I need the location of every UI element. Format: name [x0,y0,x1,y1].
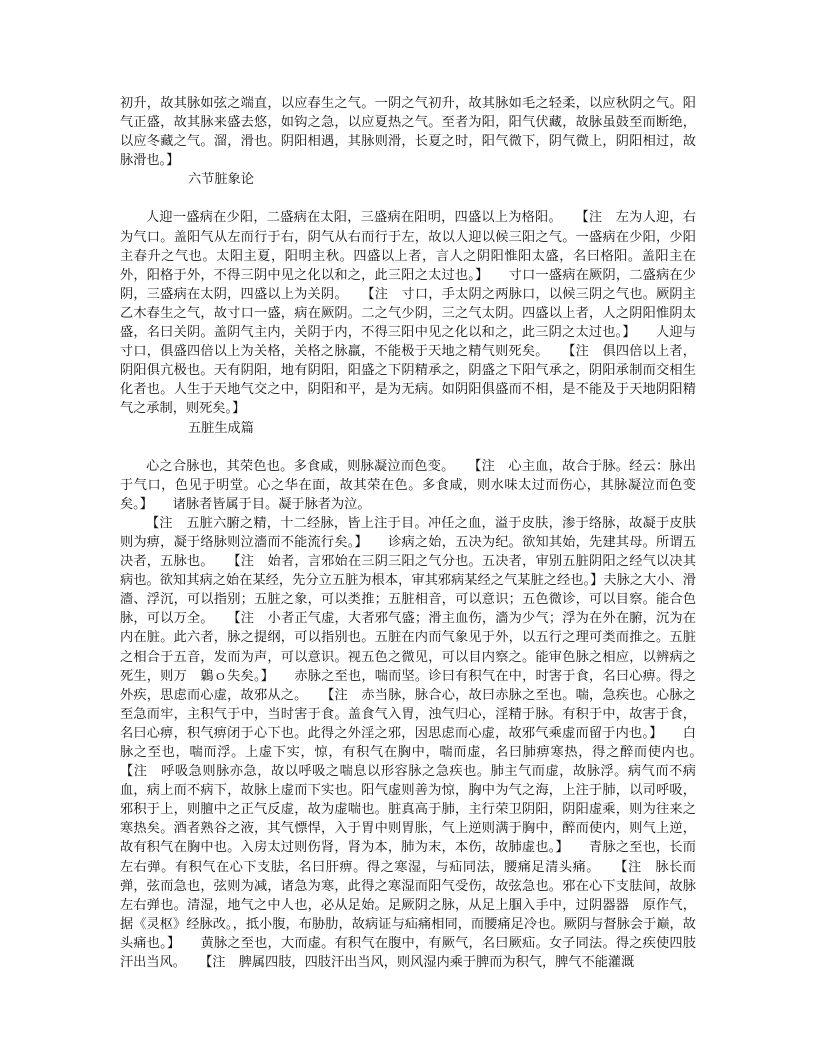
paragraph-liujie: 人迎一盛病在少阳，二盛病在太阳，三盛病在阳明，四盛以上为格阳。 【注 左为人迎，右为气口。盖阳气从左而行于右，阴气从右而行于左，故以人迎以候三阳之气。一盛病在少阳，少阳主春升之气也。太阳主夏，阳明主秋。四盛以上者，言人之阴阳惟阳太盛，名曰格阳。盖阳主在外，阳格于外，不得三阴中见之化以和之，此三阳之太过也。】 寸口一盛病在厥阴，二盛病在少阴，三盛病在太阴，四盛以上为关阴。 【注 寸口，手太阴之两脉口，以候三阴之气也。厥阴主乙木春生之气，故寸口一盛，病在厥阴。二之气少阴，三之气太阴。四盛以上者，人之阴阳惟阴太盛，名曰关阴。盖阴气主内，关阴于内，不得三阳中见之化以和之，此三阴之太过也。】 人迎与寸口，俱盛四倍以上为关格，关格之脉羸，不能极于天地之精气则死矣。 【注 俱四倍以上者，阴阳俱亢极也。天有阴阳，地有阴阳，阳盛之下阴精承之，阴盛之下阳气承之，阴阳承制而交相生化者也。人生于天地气交之中，阴阳和平，是为无病。如阴阳俱盛而不相，是不能及于天地阴阳精气之承制，则死矣。】 [120,210,696,417]
paragraph-continued: 初升，故其脉如弦之端直，以应春生之气。一阴之气初升，故其脉如毛之轻柔，以应秋阴之气。阳气正盛，故其脉来盛去悠，如钩之急，以应夏热之气。至者为阳，阳气伏藏，故脉虽鼓至而断绝，以应冬藏之气。溜，滑也。阴阳相遇，其脉则滑，长夏之时，阳气微下，阴气微上，阴阳相过，故脉滑也。】 [120,96,696,169]
paragraph-wuzang-2: 【注 五脏六腑之精，十二经脉，皆上注于目。冲任之血，溢于皮肤，渗于络脉，故凝于皮肤则为痹，凝于络脉则泣濇而不能流行矣。】 诊病之始，五决为纪。欲知其始，先建其母。所谓五决者，五脉也。 【注 始者，言邪始在三阴三阳之气分也。五决者，审别五脏阴阳之经气以决其病也。欲知其病之始在某经，先分立五脏为根本，审其邪病某经之气某脏之经也。】夫脉之大小、滑濇、浮沉，可以指别；五脏之象，可以类推；五脏相音，可以意识；五色微诊，可以目察。能合色脉，可以万全。 【注 小者正气虚，大者邪气盛；滑主血伤，濇为少气；浮为在外在腑，沉为在内在脏。此六者，脉之提纲，可以指别也。五脏在内而气象见于外，以五行之理可类而推之。五脏之相合于五音，发而为声，可以意识。视五色之微见，可以目内察之。能审色脉之相应，以辨病之死生，则万 鷍ｏ失矣。】 赤脉之至也，喘而坚。诊曰有积气在中，时害于食，名曰心痹。得之外疾，思虑而心虚，故邪从之。 【注 赤当脉，脉合心，故曰赤脉之至也。喘，急疾也。心脉之至急而牢，主积气于中，当时害于食。盖食气入胃，浊气归心，淫精于脉。有积于中，故害于食，名曰心痹，积气痹闭于心下也。此得之外淫之邪，因思虑而心虚，故邪气乘虚而留于内也。】 白脉之至也，喘而浮。上虚下实，惊，有积气在胸中，喘而虚，名曰肺痹寒热，得之醉而使内也。 【注 呼吸急则脉亦急，故以呼吸之喘息以形容脉之急疾也。肺主气而虚，故脉浮。病气而不病血，病上而不病下，故脉上虚而下实也。阳气虚则善为惊，胸中为气之海，上注于肺，以司呼吸，邪积于上，则膻中之正气反虚，故为虚喘也。脏真高于肺，主行荣卫阴阳，阴阳虚乘，则为往来之寒热矣。酒者熟谷之液，其气慓悍，入于胃中则胃胀，气上逆则满于胸中，醉而使内，则气上逆，故有积气在胸中也。入房太过则伤肾，肾为本，肺为末，本伤，故肺虚也。】 青脉之至也，长而左右弹。有积气在心下支胠，名曰肝痹。得之寒湿，与疝同法，腰痛足清头痛。 【注 脉长而弹，弦而急也，弦则为减，诸急为寒，此得之寒湿而阳气受伤，故弦急也。邪在心下支胠间，故脉左右弹也。清湿，地气之中人也，必从足始。足厥阴之脉，从足上腘入手中，过阴器器 原作气，据《灵枢》经脉改。，抵小腹，布胁肋，故病证与疝痛相同，而腰痛足冷也。厥阴与督脉会于巅，故头痛也。】 黄脉之至也，大而虚。有积气在腹中，有厥气，名曰厥疝。女子同法。得之疾使四肢汗出当风。 【注 脾属四肢，四肢汗出当风，则风湿内乘于脾而为积气，脾气不能灌溉 [120,515,723,971]
section-heading-wuzang: 五脏生成篇 [188,420,254,436]
paragraph-wuzang-1: 心之合脉也，其荣色也。多食咸，则脉凝泣而色变。 【注 心主血，故合于脉。经云：脉出于气口，色见于明堂。心之华在面，故其荣在色。多食咸，则水味太过而伤心，其脉凝泣而色变矣。】 诸脉者皆属于目。凝于脉者为泣。 [120,458,696,512]
section-heading-liujie: 六节脏象论 [188,172,254,188]
blank-line [120,438,696,457]
document-page [120,94,723,972]
blank-line [120,189,696,208]
